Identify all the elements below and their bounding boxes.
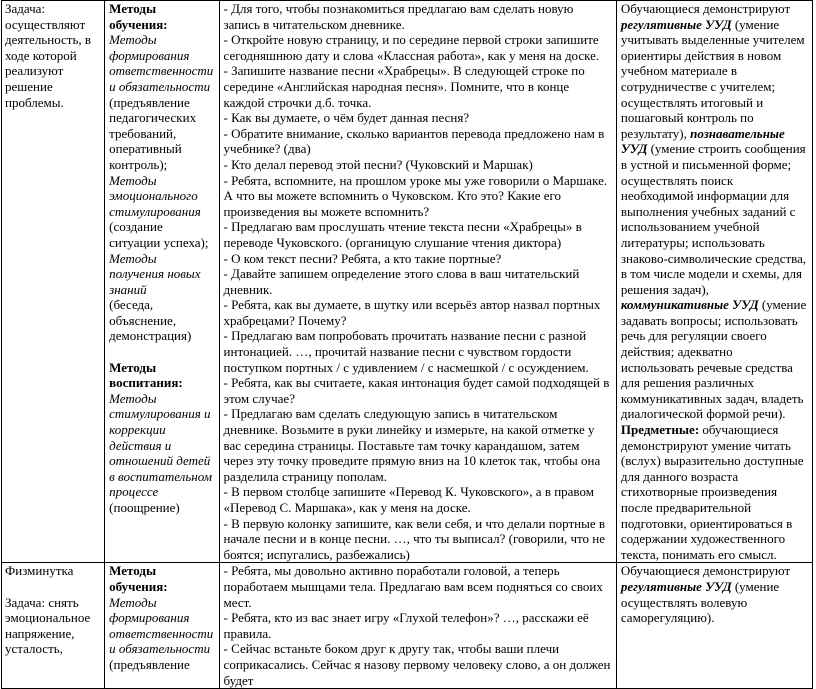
activity-line: - В первую колонку запишите, как вели себя, и что делали портные в начале песни и в конце песни. …, что ты выписал? (говорили, что не боятся; испугались, разбежались) [223, 515, 606, 562]
communicative-label: коммуникативные УУД [620, 297, 759, 313]
stage-cell [2, 1, 105, 563]
teacher-activity-cell [219, 563, 616, 689]
methods-cell [105, 1, 219, 563]
activity-line: - Сейчас встаньте боком друг к другу так, чтобы ваши плечи соприкасались. Сейчас я назову первому человеку слово, а он должен будет [223, 641, 611, 688]
activity-line: - В первом столбце запишите «Перевод К. Чуковского», а в правом «Перевод С. Маршака», как у меня на доске. [223, 484, 594, 515]
methods-heading: Методы обучения: [109, 563, 168, 594]
spacer [109, 344, 214, 360]
methods-text: Методы формирования ответственности и обязательности [109, 32, 214, 94]
activity-line: - Ребята, как вы думаете, в шутку или всерьёз автор назвал портных храбрецами? Почему? [223, 297, 601, 328]
activity-line: - Откройте новую страницу, и по середине первой строки запишите сегодняшнюю дату и слова «Классная работа», как у меня на доске. [223, 32, 600, 63]
activity-line: - Обратите внимание, сколько вариантов перевода предложено нам в учебнике? (два) [223, 125, 605, 157]
methods-text: (поощрение) [109, 500, 180, 515]
teacher-activity-cell [219, 1, 616, 563]
methods-text: Методы стимулирования и коррекции действия и отношений детей в воспитательном процессе [109, 390, 213, 500]
stage-task-text: Задача: осуществляют деятельность, в ходе которой реализуют решение проблемы. [5, 1, 92, 110]
activity-line: - Ребята, мы довольно активно поработали головой, а теперь поработаем мышцами тела. Предлагаю вам всем подняться со своих мест. [223, 563, 603, 610]
activity-line: - Как вы думаете, о чём будет данная песня? [223, 110, 470, 126]
methods-text: (предъявление [109, 656, 190, 672]
lesson-table [1, 0, 813, 689]
outcomes-cell [616, 1, 812, 563]
outcomes-cell [616, 563, 812, 689]
activity-line: - Кто делал перевод этой песни? (Чуковский и Маршак) [223, 156, 533, 172]
outcomes-text: Обучающиеся демонстрируют регулятивные УУД (умение учитывать выделенные учителем ориентиры действия в новом учебном материале в сотрудничестве с учителем; осуществлять итоговый и пошаговый контроль по результату), познавательные УУД (умение строить сообщения в устной и письменной форме; осуществлять поиск необходимой информации для выполнения учебных заданий с использованием учебной литературы; использовать знаково-символические средства, в том числе модели и схемы, для решения задач), коммуникативные УУД (умение задавать вопросы; использовать речь для регуляции своего действия; адекватно использовать речевые средства для решения различных коммуникативных задач, владеть диалогической формой речи). [620, 1, 807, 422]
methods-text: Методы формирования ответственности и обязательности [109, 594, 214, 657]
stage-cell [2, 563, 105, 689]
methods-text: Методы получения новых знаний [109, 250, 201, 297]
regulative-label: регулятивные УУД [620, 578, 732, 594]
subject-outcomes-text: Предметные: обучающиеся демонстрируют умение читать (вслух) выразительно доступные для данного возраста стихотворные произведения после предварительной подготовки, ориентироваться в содержании художественного текста, понимать его смысл. [620, 422, 804, 562]
activity-line: - Предлагаю вам прослушать чтение текста песни «Храбрецы» в переводе Чуковского. (органицую слушание чтения диктора) [223, 219, 582, 250]
stage-task-text: Задача: снять эмоциональное напряжение, усталость, [5, 594, 91, 657]
activity-line: - Предлагаю вам сделать следующую запись в читательском дневнике. Возьмите в руки линейку и измерьте, на какой отметке у вас середина страницы. Поставьте там точку карандашом, затем через эту точку проведите прямую вниз на 10 клеток так, чтобы она разделила страницу пополам. [223, 406, 601, 484]
methods-text: (беседа, объяснение, демонстрация) [109, 297, 192, 344]
regulative-label: регулятивные УУД [620, 16, 732, 32]
activity-line: - Ребята, вспомните, на прошлом уроке мы уже говорили о Маршаке. А что вы можете вспомнить о Чуковском. Кто это? Какие его произведения вы можете вспомнить? [223, 172, 608, 219]
cognitive-label: познавательные УУД [620, 125, 785, 157]
outcomes-text: Обучающиеся демонстрируют регулятивные УУД (умение осуществлять волевую саморегуляцию). [620, 563, 791, 626]
methods-cell [105, 563, 219, 689]
activity-line: - Ребята, кто из вас знает игру «Глухой телефон»? …, расскажи её правила. [223, 610, 589, 641]
subject-label: Предметные: [620, 422, 700, 438]
methods-heading: Методы обучения: [109, 1, 168, 32]
activity-line: - Ребята, как вы считаете, какая интонация будет самой подходящей в этом случае? [223, 375, 610, 406]
stage-title: Физминутка [5, 563, 74, 579]
methods-text: (создание ситуации успеха); [109, 219, 209, 250]
table-row [2, 1, 813, 563]
methods-text: Методы эмоционального стимулирования [109, 172, 201, 219]
table-row [2, 563, 813, 689]
activity-line: - О ком текст песни? Ребята, а кто такие портные? [223, 250, 502, 266]
activity-line: - Для того, чтобы познакомиться предлагаю вам сделать новую запись в читательском дневнике. [223, 1, 574, 32]
activity-line: - Давайте запишем определение этого слова в ваш читательский дневник. [223, 266, 580, 297]
methods-text: (предъявление педагогических требований, оперативный контроль); [109, 94, 197, 172]
activity-line: - Предлагаю вам попробовать прочитать название песни с разной интонацией. …, прочитай название песни с чувством гордости поступком портных / с удивлением / с насмешкой / с осуждением. [223, 328, 589, 375]
methods-heading: Методы воспитания: [109, 359, 183, 391]
activity-line: - Запишите название песни «Храбрецы». В следующей строке по середине «Английская народная песня». Помните, что в конце каждой строчки д.б. точка. [223, 63, 585, 110]
